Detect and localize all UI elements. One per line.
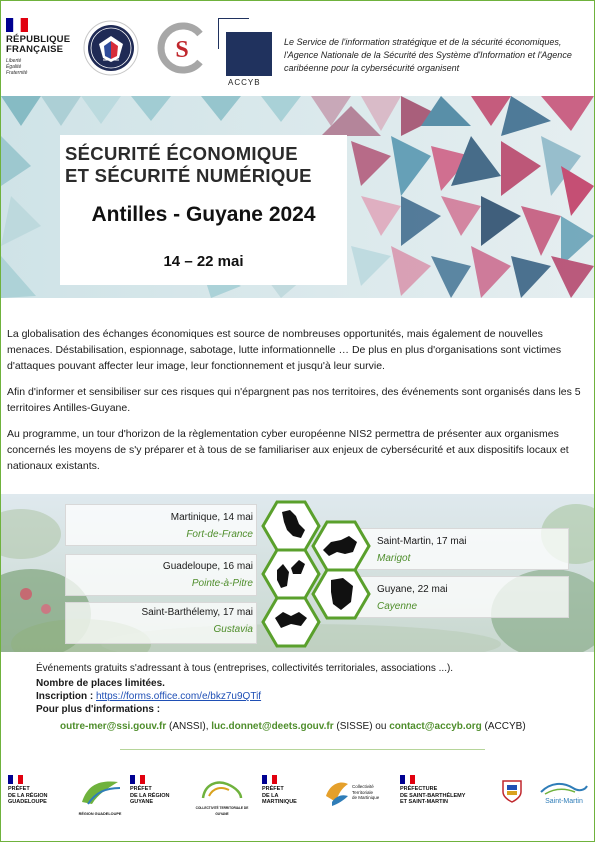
prefet-martinique-line2: DE LA [262, 792, 279, 799]
region-guadeloupe-label: RÉGION GUADELOUPE [78, 811, 122, 816]
rf-title-line1: RÉPUBLIQUE [6, 34, 71, 45]
inscription-line [36, 690, 576, 703]
rf-motto-egalite: Égalité [6, 64, 22, 70]
ctm-line3: de Martinique [352, 795, 380, 800]
saint-barthelemy-map-icon [263, 598, 319, 646]
sisse-c-logo-icon [156, 20, 208, 76]
event-saint-martin-place: Saint-Martin, 17 mai [377, 536, 467, 547]
svg-text:S: S [175, 37, 189, 63]
ctm-line1: Collectivité [352, 784, 374, 789]
logo-saint-martin [538, 780, 590, 805]
banner-title-line1: SÉCURITÉ ÉCONOMIQUE [65, 143, 298, 164]
more-info-label: Pour plus d'informations : [36, 704, 161, 715]
event-martinique-city: Fort-de-France [186, 529, 253, 540]
accyb-label: ACCYB [228, 78, 261, 87]
event-martinique-place: Martinique, 14 mai [170, 512, 253, 523]
footer-separator [120, 749, 485, 750]
paragraph-programme: Au programme, un tour d'horizon de la règlementation cyber européenne NIS2 permettra de présenter aux organismes concernés les moyens de s'y préparer et à tous de se familiariser aux enjeux de cybersécurité et aux dispositifs locaux et nationaux existants. [7, 428, 569, 472]
ctg-label: COLLECTIVITÉ TERRITORIALE DE GUYANE [195, 805, 249, 816]
logo-prefet-guyane [130, 775, 170, 806]
paragraph-informer: Afin d'informer et sensibiliser sur ces risques qui n'épargnent pas nos territoires, des événements sont organisés dans les 5 territoires Antilles-Guyane. [7, 386, 581, 414]
contact-accyb-email[interactable]: contact@accyb.org [389, 721, 482, 732]
banner-title-line2: ET SÉCURITÉ NUMÉRIQUE [65, 165, 312, 186]
saint-barthelemy-crest-icon [500, 778, 524, 804]
martinique-map-icon [263, 502, 319, 550]
prefecture-sbsm-line1: PRÉFECTURE [400, 786, 438, 792]
logo-prefecture-sbsm [400, 775, 465, 806]
logo-ctg-guyane [194, 778, 250, 818]
logo-region-guadeloupe [76, 778, 124, 817]
prefet-guyane-line3: GUYANE [130, 799, 154, 805]
event-guyane-place: Guyane, 22 mai [377, 584, 448, 595]
prefecture-sbsm-line3: ET SAINT-MARTIN [400, 799, 448, 805]
contact-anssi-org: (ANSSI), [166, 721, 212, 732]
guadeloupe-map-icon [263, 550, 319, 598]
prefet-guadeloupe-line1: PRÉFET [8, 786, 30, 792]
banner-dates: 14 – 22 mai [163, 253, 244, 270]
event-guadeloupe-city: Pointe-à-Pitre [191, 578, 253, 589]
banner-subtitle: Antilles - Guyane 2024 [91, 203, 316, 226]
contact-sisse-org: (SISSE) ou [333, 721, 390, 732]
prefet-guadeloupe-line2: DE LA RÉGION [8, 792, 48, 799]
saint-martin-wave-icon [539, 780, 589, 796]
island-hexagons [1, 494, 594, 652]
prefecture-sbsm-line2: DE SAINT-BARTHÉLEMY [400, 792, 466, 799]
rf-motto-fraternite: Fraternité [6, 70, 28, 76]
logo-ctm-martinique [322, 778, 392, 810]
prefet-guyane-line1: PRÉFET [130, 786, 152, 792]
event-guyane-city: Cayenne [377, 601, 418, 612]
inscription-link[interactable]: https://forms.office.com/e/bkz7u9QTif [96, 691, 262, 702]
prefet-martinique-line3: MARTINIQUE [262, 799, 297, 805]
rf-title-line2: FRANÇAISE [6, 44, 64, 55]
region-guadeloupe-emblem-icon [78, 778, 122, 808]
ctm-bird-emblem-icon [322, 778, 352, 810]
saint-martin-map-icon [313, 522, 369, 570]
contact-anssi-email[interactable]: outre-mer@ssi.gouv.fr [60, 721, 167, 732]
event-saint-barthelemy-city: Gustavia [213, 624, 253, 635]
rf-motto-liberte: Liberté [6, 58, 22, 64]
ctg-emblem-icon [197, 778, 247, 802]
event-saint-barthelemy-place: Saint-Barthélemy, 17 mai [141, 607, 253, 618]
inscription-label: Inscription : [36, 691, 96, 702]
banner-title-box [60, 135, 347, 285]
event-saint-martin-city: Marigot [377, 553, 411, 564]
french-flag-icon [400, 775, 415, 784]
french-flag-icon [262, 775, 277, 784]
intro-text: Le Service de l'information stratégique et de la sécurité économiques, l'Agence Nationale de la Sécurité des Système d'Information et l'Agence caribéenne pour la cybersécurité organisent [284, 37, 572, 73]
free-events-text: Événements gratuits s'adressant à tous (entreprises, collectivités territoriales, associations ...). [36, 663, 454, 674]
logo-prefet-martinique [262, 775, 297, 806]
event-guadeloupe-place: Guadeloupe, 16 mai [162, 561, 253, 572]
saint-martin-label: Saint-Martin [545, 797, 583, 805]
contact-sisse-email[interactable]: luc.donnet@deets.gouv.fr [211, 721, 334, 732]
contact-accyb-org: (ACCYB) [481, 721, 526, 732]
paragraph-globalisation: La globalisation des échanges économiques est source de nombreuses opportunités, mais également de nouvelles menaces. Déstabilisation, espionnage, sabotage, lutte informationnelle … De plus en plus d'organisations sont victimes d'attaques pouvant affecter leur image, leur fonctionnement et jusqu'à leur survie. [7, 328, 562, 372]
accyb-logo [218, 18, 272, 87]
french-flag-icon [6, 18, 28, 32]
limited-places-text: Nombre de places limitées. [36, 678, 165, 689]
prefet-martinique-line1: PRÉFET [262, 786, 284, 792]
accyb-box [226, 32, 272, 76]
prefet-guyane-line2: DE LA RÉGION [130, 792, 170, 799]
ctm-line2: Territoriale [352, 789, 374, 795]
french-flag-icon [130, 775, 145, 784]
prefet-guadeloupe-line3: GUADELOUPE [8, 799, 47, 805]
contacts-line [60, 721, 526, 732]
guyane-map-icon [313, 570, 369, 618]
french-flag-icon [8, 775, 23, 784]
republique-francaise-logo [6, 18, 78, 76]
anssi-badge-icon [83, 20, 139, 76]
events-section [1, 494, 594, 652]
logo-prefet-guadeloupe [8, 775, 48, 806]
